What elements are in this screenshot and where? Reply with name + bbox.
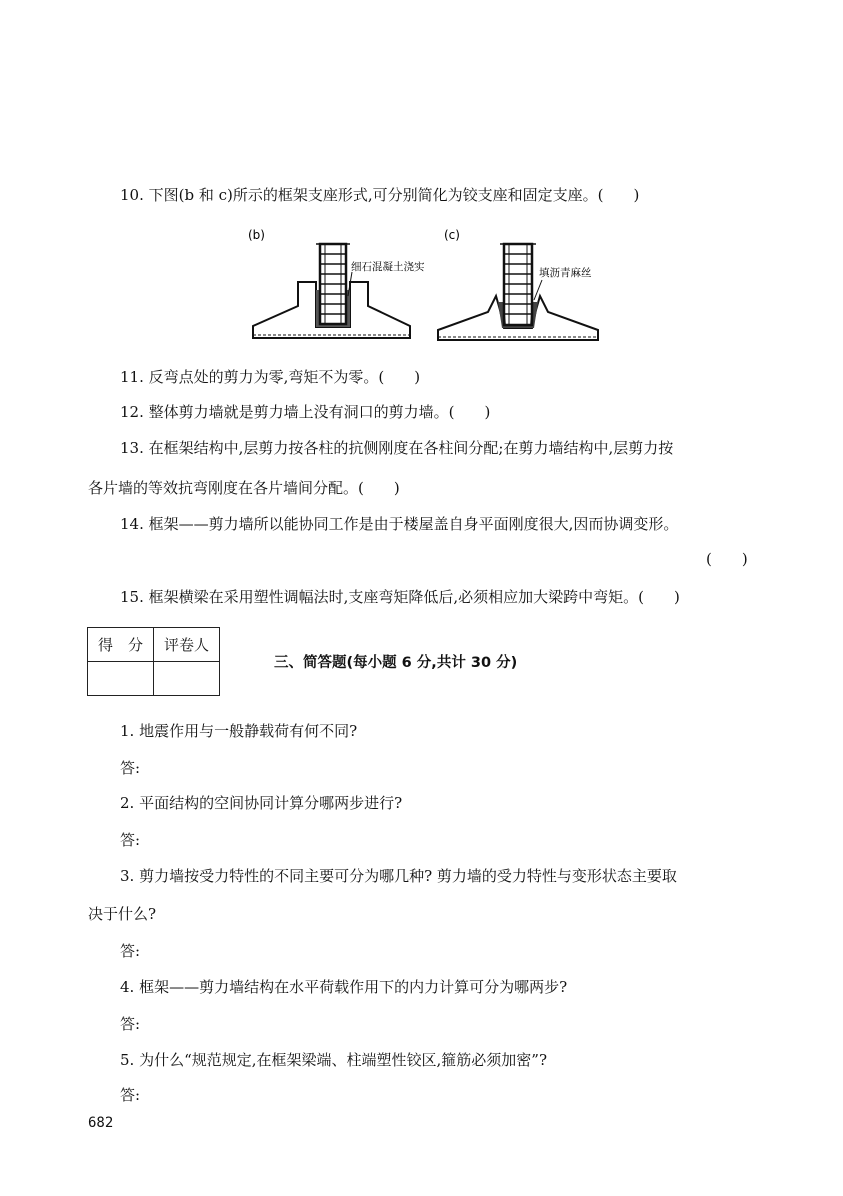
answer-label-3: 答: <box>120 942 141 960</box>
section-3-title: 三、简答题(每小题 6 分,共计 30 分) <box>274 655 518 671</box>
column-base-figure <box>248 222 608 348</box>
question-12: 12. 整体剪力墙就是剪力墙上没有洞口的剪力墙。( ) <box>120 403 491 421</box>
score-cell[interactable] <box>88 662 154 696</box>
answer-label-2: 答: <box>120 831 141 849</box>
short-answer-3-line-1: 3. 剪力墙按受力特性的不同主要可分为哪几种? 剪力墙的受力特性与变形状态主要取 <box>120 867 677 885</box>
score-table <box>87 627 220 696</box>
figure-b-label: (b) <box>248 228 265 242</box>
short-answer-1: 1. 地震作用与一般静载荷有何不同? <box>120 722 358 740</box>
question-14-line-2: ( ) <box>706 550 748 568</box>
question-15: 15. 框架横梁在采用塑性调幅法时,支座弯矩降低后,必须相应加大梁跨中弯矩。( ) <box>120 588 680 606</box>
short-answer-3-line-2: 决于什么? <box>88 905 157 923</box>
question-13-line-2: 各片墙的等效抗弯刚度在各片墙间分配。( ) <box>88 479 400 497</box>
short-answer-5: 5. 为什么“规范规定,在框架梁端、柱端塑性铰区,箍筋必须加密”? <box>120 1051 547 1069</box>
short-answer-2: 2. 平面结构的空间协同计算分哪两步进行? <box>120 794 403 812</box>
question-10: 10. 下图(b 和 c)所示的框架支座形式,可分别简化为铰支座和固定支座。( ) <box>120 186 640 204</box>
grader-header: 评卷人 <box>154 628 220 662</box>
figure-c-label: (c) <box>444 228 460 242</box>
figure-c <box>438 228 598 340</box>
question-11: 11. 反弯点处的剪力为零,弯矩不为零。( ) <box>120 368 421 386</box>
figure-b-annotation: 细石混凝土浇实 <box>351 261 425 273</box>
answer-label-4: 答: <box>120 1015 141 1033</box>
question-13-line-1: 13. 在框架结构中,层剪力按各柱的抗侧刚度在各柱间分配;在剪力墙结构中,层剪力按 <box>120 439 674 457</box>
short-answer-4: 4. 框架——剪力墙结构在水平荷载作用下的内力计算可分为哪两步? <box>120 978 568 996</box>
figure-b <box>248 228 425 338</box>
answer-label-1: 答: <box>120 759 141 777</box>
page-number: 682 <box>88 1115 114 1131</box>
grader-cell[interactable] <box>154 662 220 696</box>
answer-label-5: 答: <box>120 1086 141 1104</box>
score-header: 得 分 <box>88 628 154 662</box>
question-14-line-1: 14. 框架——剪力墙所以能协同工作是由于楼屋盖自身平面刚度很大,因而协调变形。 <box>120 515 679 533</box>
figure-c-annotation: 填沥青麻丝 <box>539 267 592 279</box>
